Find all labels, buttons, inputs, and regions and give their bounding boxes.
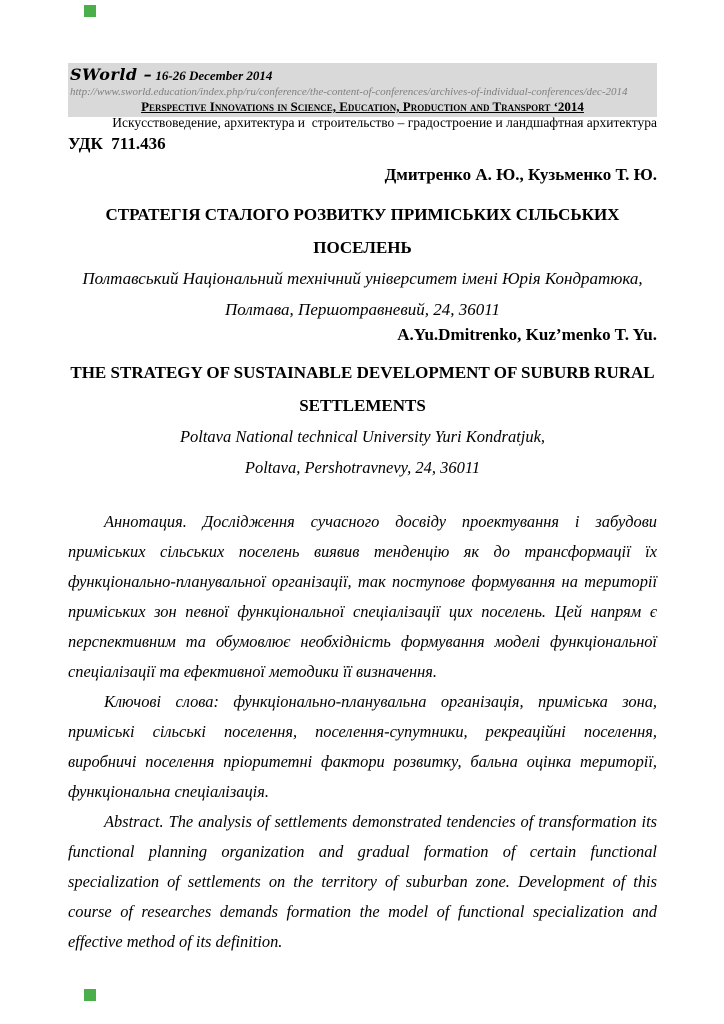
abstract-paragraph-ua: Аннотация. Дослідження сучасного досвіду проектування і забудови приміських сільських поселень виявив тенденцію як до трансформації їх функціонально-планувальної організації, так поступове формування на території приміських зон певної функціональної спеціалізації цих поселень. Цей напрям є перспективним та обумовлює необхідність формування моделі функціональної спеціалізації та ефективної методики її визначення. — [68, 512, 657, 681]
conference-url-link[interactable]: http://www.sworld.education/index.php/ru/conference/the-content-of-conferences/archives-of-individual-conferences/dec-2014 — [70, 86, 628, 98]
affiliation-ua-line2: Полтава, Першотравневий, 24, 36011 — [225, 300, 500, 319]
affiliation-en-line2: Poltava, Pershotravnevy, 24, 36011 — [244, 458, 481, 477]
conference-section-name: Искусствоведение, архитектура и строительство – градостроение и ландшафтная архитектура — [112, 115, 657, 130]
paper-body — [68, 507, 657, 957]
udc-code: УДК 711.436 — [68, 134, 166, 153]
abstract-paragraph-en: Abstract. The analysis of settlements demonstrated tendencies of transformation its functional planning organization and gradual formation of certain functional specialization of settlements on the territory of suburban zone. Development of this course of researches demands formation the model of functional specialization and effective method of its definition. — [68, 812, 657, 951]
paper-title-en: THE STRATEGY OF SUSTAINABLE DEVELOPMENT OF SUBURB RURAL SETTLEMENTS — [70, 363, 655, 415]
sworld-logo: SWorld – — [70, 65, 153, 84]
conference-header-band — [68, 63, 657, 117]
affiliation-en — [68, 421, 657, 483]
authors-en: A.Yu.Dmitrenko, Kuz’menko T. Yu. — [397, 325, 657, 344]
authors-ua: Дмитренко А. Ю., Кузьменко Т. Ю. — [384, 165, 657, 184]
conference-dates: 16-26 December 2014 — [152, 68, 273, 83]
affiliation-ua-line1: Полтавський Національний технічний університет імені Юрія Кондратюка, — [82, 269, 643, 288]
header-logo-line — [68, 63, 657, 85]
affiliation-en-line1: Poltava National technical University Yuri Kondratjuk, — [179, 427, 546, 446]
green-marker-top — [84, 5, 96, 17]
paper-title-ua: СТРАТЕГІЯ СТАЛОГО РОЗВИТКУ ПРИМІСЬКИХ СІЛЬСЬКИХ ПОСЕЛЕНЬ — [105, 205, 620, 257]
green-marker-bottom — [84, 989, 96, 1001]
conference-title: Perspective Innovations in Science, Education, Production and Transport ‘2014 — [141, 99, 584, 114]
keywords-paragraph: Ключові слова: функціонально-планувальна організація, приміська зона, приміські сільські поселення, поселення-супутники, рекреаційні поселення, виробничі поселення пріоритетні фактори розвитку, бальна оцінка території, функціональна спеціалізація. — [68, 692, 657, 801]
affiliation-ua — [68, 263, 657, 325]
